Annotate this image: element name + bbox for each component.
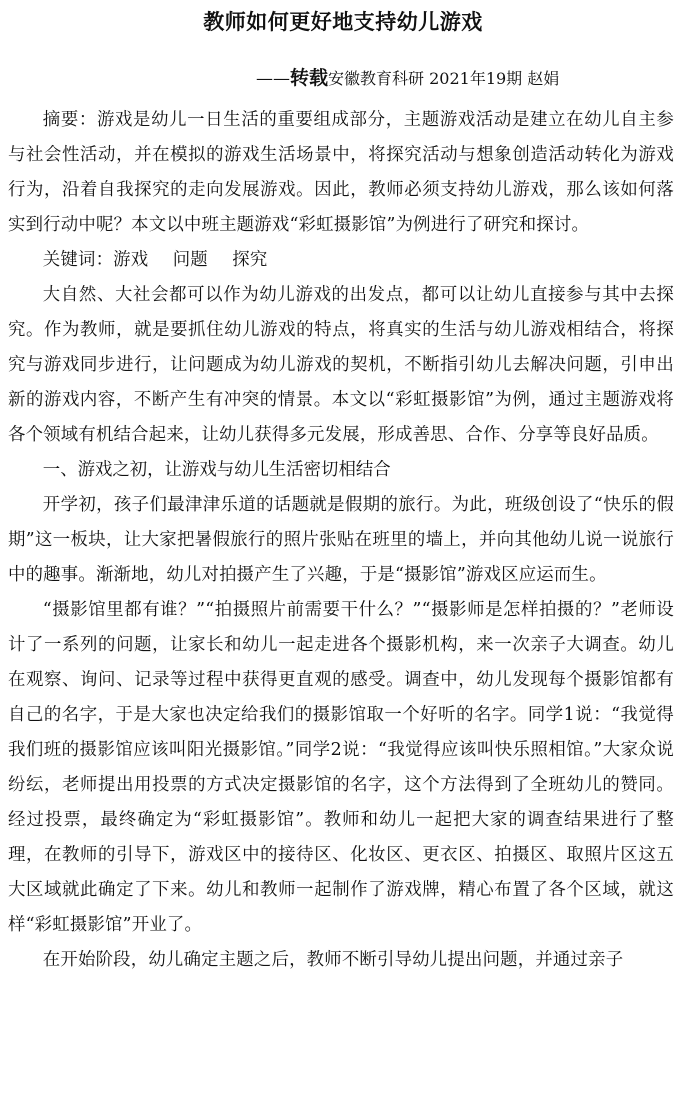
abstract-paragraph: 摘要：游戏是幼儿一日生活的重要组成部分，主题游戏活动是建立在幼儿自主参与社会性活动，并在模拟的游戏生活场景中，将探究活动与想象创造活动转化为游戏行为，沿着自我探究的走向发展游戏。因此，教师必须支持幼儿游戏，那么该如何落实到行动中呢？本文以中班主题游戏“彩虹摄影馆”为例进行了研究和探讨。 [8, 110, 674, 235]
keywords-line [8, 243, 674, 278]
body-paragraph: 开学初，孩子们最津津乐道的话题就是假期的旅行。为此，班级创设了“快乐的假期”这一板块，让大家把暑假旅行的照片张贴在班里的墙上，并向其他幼儿说一说旅行中的趣事。渐渐地，幼儿对拍摄产生了兴趣，于是“摄影馆”游戏区应运而生。 [8, 495, 674, 585]
section-heading: 一、游戏之初，让游戏与幼儿生活密切相结合 [42, 460, 391, 480]
document-page [0, 8, 688, 1107]
byline-dash: —— [256, 69, 290, 89]
keyword-item: 探究 [232, 250, 268, 270]
keyword-item: 游戏 [113, 250, 149, 270]
byline-repost-label: 转载 [290, 67, 329, 89]
article-body [8, 103, 674, 978]
body-paragraph: “摄影馆里都有谁？”“拍摄照片前需要干什么？”“摄影师是怎样拍摄的？”老师设计了一系列的问题，让家长和幼儿一起走进各个摄影机构，来一次亲子大调查。幼儿在观察、询问、记录等过程中获得更直观的感受。调查中，幼儿发现每个摄影馆都有自己的名字，于是大家也决定给我们的摄影馆取一个好听的名字。同学1说：“我觉得我们班的摄影馆应该叫阳光摄影馆。”同学2说：“我觉得应该叫快乐照相馆。”大家众说纷纭，老师提出用投票的方式决定摄影馆的名字，这个方法得到了全班幼儿的赞同。经过投票，最终确定为“彩虹摄影馆”。教师和幼儿一起把大家的调查结果进行了整理，在教师的引导下，游戏区中的接待区、化妆区、更衣区、拍摄区、取照片区这五大区域就此确定了下来。幼儿和教师一起制作了游戏牌，精心布置了各个区域，就这样“彩虹摄影馆”开业了。 [8, 600, 674, 935]
intro-paragraph: 大自然、大社会都可以作为幼儿游戏的出发点，都可以让幼儿直接参与其中去探究。作为教师，就是要抓住幼儿游戏的特点，将真实的生活与幼儿游戏相结合，将探究与游戏同步进行，让问题成为幼儿游戏的契机，不断指引幼儿去解决问题，引申出新的游戏内容，不断产生有冲突的情景。本文以“彩虹摄影馆”为例，通过主题游戏将各个领域有机结合起来，让幼儿获得多元发展，形成善思、合作、分享等良好品质。 [8, 285, 674, 445]
keywords-label: 关键词： [42, 250, 114, 270]
byline [8, 66, 674, 91]
byline-source: 安徽教育科研 2021年19期 赵娟 [328, 69, 560, 88]
article-title: 教师如何更好地支持幼儿游戏 [203, 10, 483, 34]
keyword-item: 问题 [172, 250, 208, 270]
body-paragraph: 在开始阶段，幼儿确定主题之后，教师不断引导幼儿提出问题，并通过亲子 [42, 950, 624, 970]
